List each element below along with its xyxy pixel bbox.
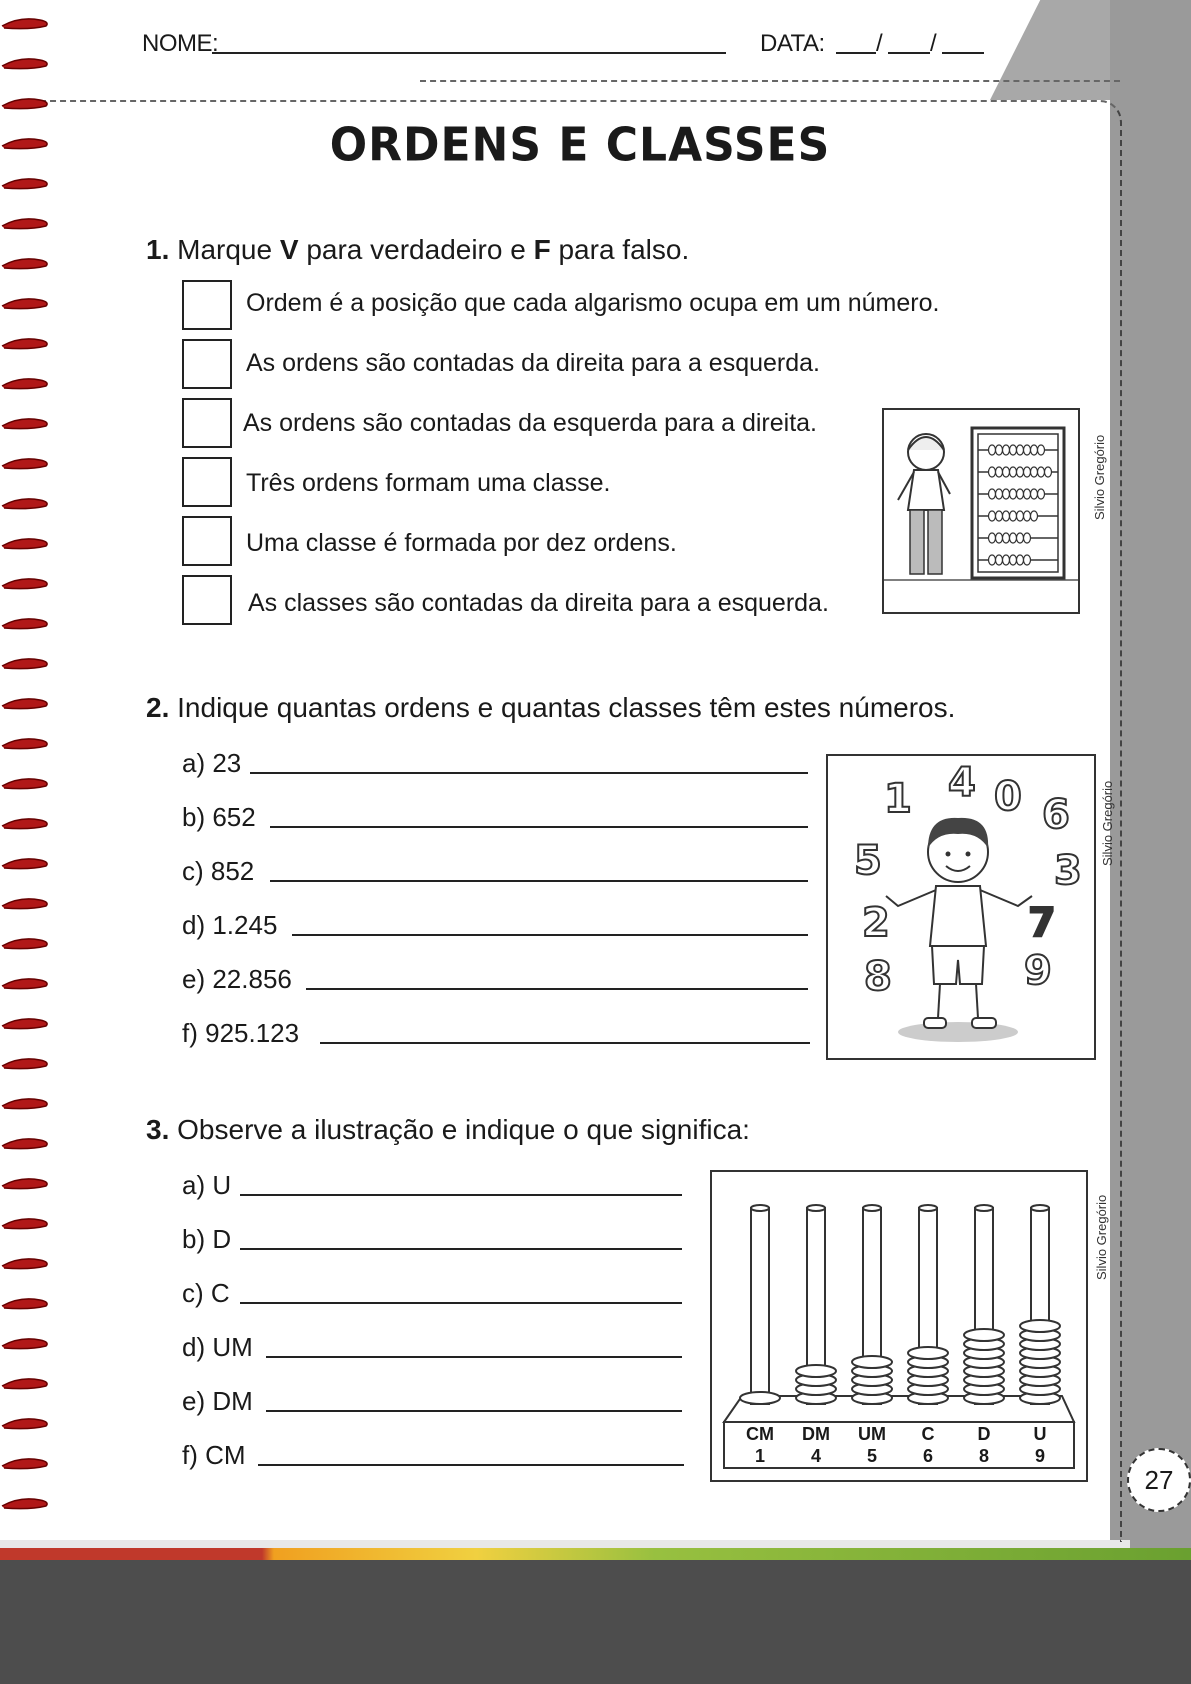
floating-digit: 1 bbox=[884, 776, 912, 822]
desk-background bbox=[0, 1560, 1191, 1684]
page-title: ORDENS E CLASSES bbox=[329, 118, 831, 173]
abacus-bead bbox=[1017, 511, 1024, 521]
answer-line[interactable] bbox=[250, 772, 808, 774]
girl-abacus-drawing bbox=[884, 410, 1078, 612]
answer-line[interactable] bbox=[320, 1042, 810, 1044]
abacus-order-label: C bbox=[921, 1424, 935, 1444]
header-divider bbox=[420, 80, 1120, 82]
abacus-digit-value: 9 bbox=[1034, 1446, 1045, 1466]
abacus-bead bbox=[996, 533, 1003, 543]
statement: As classes são contadas da direita para a esquerda. bbox=[248, 589, 829, 617]
spiral-coil bbox=[0, 854, 52, 872]
statement: As ordens são contadas da direita para a esquerda. bbox=[246, 349, 820, 377]
spiral-coil bbox=[0, 1014, 52, 1032]
floating-digit: 4 bbox=[948, 760, 976, 806]
date-year-line[interactable] bbox=[942, 30, 984, 54]
spiral-coil bbox=[0, 1494, 52, 1512]
spiral-coil bbox=[0, 1134, 52, 1152]
spiral-coil bbox=[0, 1454, 52, 1472]
abacus-bead bbox=[1024, 467, 1031, 477]
abacus-bead bbox=[1031, 445, 1038, 455]
abacus-bead bbox=[996, 511, 1003, 521]
abacus-bead bbox=[989, 511, 996, 521]
abacus-bead bbox=[1024, 445, 1031, 455]
answer-line[interactable] bbox=[240, 1248, 682, 1250]
answer-line[interactable] bbox=[270, 826, 808, 828]
question-1-prompt bbox=[146, 234, 689, 266]
abacus-bead bbox=[1020, 1320, 1060, 1332]
abacus-bead bbox=[1024, 489, 1031, 499]
item-label: c) 852 bbox=[182, 856, 255, 886]
abacus-bead bbox=[1003, 489, 1010, 499]
illustration-credit: Silvio Gregório bbox=[1100, 780, 1115, 866]
answer-line[interactable] bbox=[266, 1410, 682, 1412]
floating-digit: 3 bbox=[1054, 848, 1082, 894]
abacus-bead bbox=[1017, 555, 1024, 565]
question-2-prompt bbox=[146, 692, 955, 724]
date-day-line[interactable] bbox=[836, 30, 876, 54]
abacus-rod-cap bbox=[807, 1205, 825, 1211]
abacus-rod-cap bbox=[751, 1205, 769, 1211]
item-label: c) C bbox=[182, 1278, 230, 1308]
abacus-bead bbox=[1017, 467, 1024, 477]
place-value-abacus bbox=[710, 1170, 1088, 1482]
answer-line[interactable] bbox=[266, 1356, 682, 1358]
item-label: e) 22.856 bbox=[182, 964, 292, 994]
abacus-bead bbox=[989, 489, 996, 499]
spiral-coil bbox=[0, 374, 52, 392]
abacus-bead bbox=[1038, 467, 1045, 477]
prompt-text: para falso. bbox=[550, 234, 690, 265]
spiral-coil bbox=[0, 974, 52, 992]
abacus-bead bbox=[1003, 555, 1010, 565]
prompt-text: para verdadeiro e bbox=[298, 234, 534, 265]
abacus-bead bbox=[989, 445, 996, 455]
illustration-credit: Silvio Gregório bbox=[1092, 434, 1107, 520]
spiral-binding bbox=[0, 0, 60, 1540]
abacus-bead bbox=[1024, 555, 1031, 565]
answer-line[interactable] bbox=[240, 1194, 682, 1196]
item-label: d) 1.245 bbox=[182, 910, 278, 940]
floating-digit: 6 bbox=[1042, 792, 1070, 838]
spiral-coil bbox=[0, 494, 52, 512]
item-label: a) U bbox=[182, 1170, 232, 1200]
floating-digit: 5 bbox=[854, 838, 882, 884]
true-marker: V bbox=[279, 234, 299, 265]
abacus-digit-value: 6 bbox=[922, 1446, 933, 1466]
abacus-order-label: DM bbox=[802, 1424, 830, 1444]
statement: Uma classe é formada por dez ordens. bbox=[246, 529, 677, 557]
spiral-coil bbox=[0, 1054, 52, 1072]
spiral-coil bbox=[0, 934, 52, 952]
abacus-bead bbox=[1003, 445, 1010, 455]
question-number: 2. bbox=[146, 692, 170, 723]
answer-box[interactable] bbox=[182, 457, 232, 507]
spiral-coil bbox=[0, 1334, 52, 1352]
abacus-digit-value: 8 bbox=[978, 1446, 989, 1466]
abacus-order-label: UM bbox=[858, 1424, 886, 1444]
item-label: b) D bbox=[182, 1224, 232, 1254]
spiral-coil bbox=[0, 294, 52, 312]
abacus-bead bbox=[1010, 467, 1017, 477]
spiral-coil bbox=[0, 1254, 52, 1272]
item-label: b) 652 bbox=[182, 802, 256, 832]
abacus-bead bbox=[1045, 467, 1052, 477]
spiral-coil bbox=[0, 254, 52, 272]
abacus-bead bbox=[989, 467, 996, 477]
abacus-digit-value: 5 bbox=[866, 1446, 877, 1466]
question-3-prompt bbox=[146, 1114, 750, 1146]
item-label: f) CM bbox=[182, 1440, 246, 1470]
answer-line[interactable] bbox=[258, 1464, 684, 1466]
abacus-rod-cap bbox=[863, 1205, 881, 1211]
spiral-coil bbox=[0, 814, 52, 832]
abacus-bead bbox=[1017, 445, 1024, 455]
abacus-bead bbox=[1003, 533, 1010, 543]
spiral-coil bbox=[0, 654, 52, 672]
spiral-coil bbox=[0, 54, 52, 72]
floating-digit: 0 bbox=[994, 774, 1022, 820]
abacus-bead bbox=[1010, 489, 1017, 499]
abacus-bead bbox=[1010, 555, 1017, 565]
abacus-bead bbox=[1024, 511, 1031, 521]
spiral-coil bbox=[0, 574, 52, 592]
floating-digit: 9 bbox=[1024, 948, 1052, 994]
boy-numbers-illustration bbox=[826, 754, 1096, 1060]
item-label: a) 23 bbox=[182, 748, 242, 778]
abacus-bead bbox=[1024, 533, 1031, 543]
floating-digit: 8 bbox=[864, 954, 892, 1000]
abacus-order-label: U bbox=[1033, 1424, 1047, 1444]
item-label: e) DM bbox=[182, 1386, 253, 1416]
abacus-bead bbox=[1017, 489, 1024, 499]
abacus-bead bbox=[996, 489, 1003, 499]
page-number: 27 bbox=[1127, 1448, 1191, 1512]
abacus-bead bbox=[996, 555, 1003, 565]
abacus-bead bbox=[964, 1329, 1004, 1341]
spiral-coil bbox=[0, 894, 52, 912]
side-decoration bbox=[1110, 0, 1191, 1560]
spiral-coil bbox=[0, 774, 52, 792]
question-number: 1. bbox=[146, 234, 170, 265]
answer-line[interactable] bbox=[306, 988, 808, 990]
false-marker: F bbox=[533, 234, 551, 265]
answer-line[interactable] bbox=[270, 880, 808, 882]
spiral-coil bbox=[0, 454, 52, 472]
date-label: DATA: bbox=[760, 30, 825, 57]
floating-digit: 2 bbox=[862, 900, 890, 946]
abacus-bead bbox=[1031, 511, 1038, 521]
spiral-coil bbox=[0, 1174, 52, 1192]
answer-box[interactable] bbox=[182, 339, 232, 389]
abacus-bead bbox=[1017, 533, 1024, 543]
abacus-bead bbox=[1010, 533, 1017, 543]
statement: Três ordens formam uma classe. bbox=[246, 469, 611, 497]
spiral-coil bbox=[0, 534, 52, 552]
prompt-text: Observe a ilustração e indique o que significa: bbox=[177, 1114, 750, 1145]
statement: As ordens são contadas da esquerda para a direita. bbox=[243, 409, 817, 437]
prompt-text: Indique quantas ordens e quantas classes têm estes números. bbox=[177, 692, 956, 723]
spiral-coil bbox=[0, 214, 52, 232]
spiral-coil bbox=[0, 1294, 52, 1312]
question-number: 3. bbox=[146, 1114, 170, 1145]
abacus-bead bbox=[1010, 445, 1017, 455]
spiral-coil bbox=[0, 14, 52, 32]
name-line[interactable] bbox=[212, 30, 726, 54]
abacus-bead bbox=[1031, 489, 1038, 499]
abacus-rod-cap bbox=[975, 1205, 993, 1211]
spiral-coil bbox=[0, 334, 52, 352]
answer-box[interactable] bbox=[182, 398, 232, 448]
abacus-rod bbox=[751, 1208, 769, 1404]
spiral-coil bbox=[0, 614, 52, 632]
floating-digit: 7 bbox=[1028, 900, 1056, 946]
spiral-coil bbox=[0, 1094, 52, 1112]
abacus-bead bbox=[1003, 467, 1010, 477]
abacus-digit-value: 4 bbox=[810, 1446, 821, 1466]
date-separator: / bbox=[930, 30, 937, 57]
abacus-bead bbox=[908, 1347, 948, 1359]
answer-box[interactable] bbox=[182, 575, 232, 625]
abacus-bead bbox=[1031, 467, 1038, 477]
answer-line[interactable] bbox=[240, 1302, 682, 1304]
boy-numbers-drawing bbox=[828, 756, 1094, 1058]
prompt-text: Marque bbox=[177, 234, 280, 265]
abacus-bead bbox=[989, 555, 996, 565]
illustration-credit: Silvio Gregório bbox=[1094, 1194, 1109, 1280]
answer-line[interactable] bbox=[292, 934, 808, 936]
spiral-coil bbox=[0, 174, 52, 192]
abacus-bead bbox=[996, 445, 1003, 455]
abacus-bead bbox=[740, 1392, 780, 1404]
abacus-bead bbox=[796, 1365, 836, 1377]
item-label: d) UM bbox=[182, 1332, 253, 1362]
spiral-coil bbox=[0, 694, 52, 712]
abacus-bead bbox=[1003, 511, 1010, 521]
girl-abacus-illustration bbox=[882, 408, 1080, 614]
spiral-coil bbox=[0, 1374, 52, 1392]
spiral-coil bbox=[0, 734, 52, 752]
abacus-rod-cap bbox=[919, 1205, 937, 1211]
abacus-digit-value: 1 bbox=[754, 1446, 765, 1466]
spiral-coil bbox=[0, 1414, 52, 1432]
abacus-bead bbox=[996, 467, 1003, 477]
abacus-bead bbox=[852, 1356, 892, 1368]
name-label: NOME: bbox=[142, 30, 219, 57]
answer-box[interactable] bbox=[182, 280, 232, 330]
abacus-bead bbox=[1038, 489, 1045, 499]
answer-box[interactable] bbox=[182, 516, 232, 566]
abacus-bead bbox=[989, 533, 996, 543]
spiral-coil bbox=[0, 94, 52, 112]
abacus-bead bbox=[1038, 445, 1045, 455]
abacus-bead bbox=[1010, 511, 1017, 521]
abacus-order-label: CM bbox=[746, 1424, 774, 1444]
abacus-rod-cap bbox=[1031, 1205, 1049, 1211]
statement: Ordem é a posição que cada algarismo ocupa em um número. bbox=[246, 289, 940, 317]
spiral-coil bbox=[0, 414, 52, 432]
spiral-coil bbox=[0, 134, 52, 152]
abacus-order-label: D bbox=[977, 1424, 991, 1444]
date-separator: / bbox=[876, 30, 883, 57]
item-label: f) 925.123 bbox=[182, 1018, 300, 1048]
date-month-line[interactable] bbox=[888, 30, 930, 54]
spiral-coil bbox=[0, 1214, 52, 1232]
